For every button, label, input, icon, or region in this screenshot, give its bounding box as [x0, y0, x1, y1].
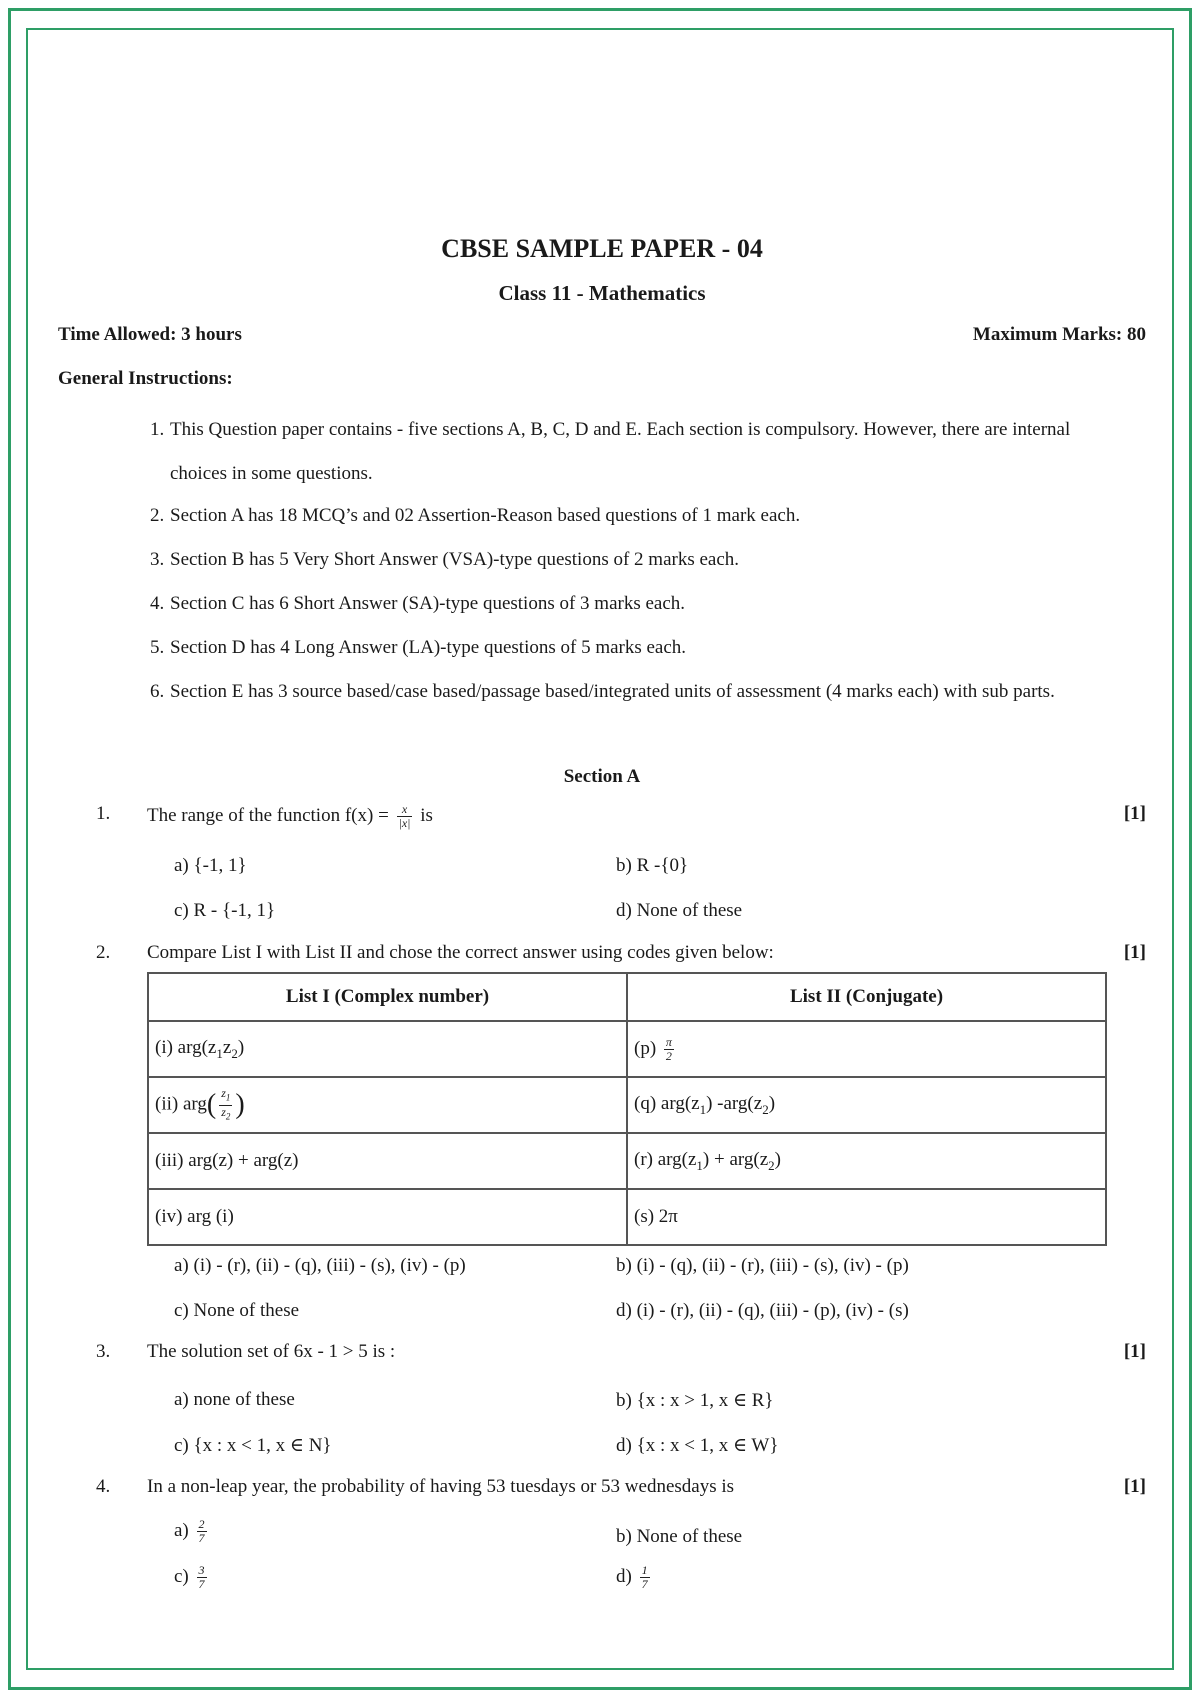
question-text [147, 803, 433, 830]
option-a [174, 1518, 210, 1545]
option-label: c) [174, 1565, 189, 1587]
cell-text: ) [774, 1148, 781, 1170]
paren-open: ( [206, 1089, 217, 1120]
question-marks: [1] [1123, 1341, 1146, 1362]
option-c: c) None of these [174, 1300, 300, 1321]
fraction-denominator: |x| [398, 816, 411, 830]
instruction-text: Section C has 6 Short Answer (SA)-type questions of 3 marks each. [170, 593, 686, 614]
instruction-number: 2. [150, 505, 165, 526]
instruction-item [150, 408, 1118, 496]
question-text: In a non-leap year, the probability of having 53 tuesdays or 53 wednesdays is [147, 1476, 735, 1497]
option-c: c) {x : x < 1, x ∈ N} [174, 1435, 332, 1456]
table-cell [148, 1021, 627, 1077]
option-c: c) R - {-1, 1} [174, 900, 276, 921]
fraction [197, 1564, 207, 1591]
fraction-denominator: 7 [198, 1531, 205, 1545]
cell-text: ) -arg(z [706, 1092, 763, 1114]
cell-text: (r) arg(z [634, 1148, 697, 1170]
cell-text: ) + arg(z [702, 1148, 769, 1170]
table-cell: (s) 2π [627, 1189, 1106, 1245]
question-number: 3. [96, 1341, 111, 1362]
instruction-number: 5. [150, 637, 165, 658]
fraction-denominator: 7 [198, 1577, 205, 1591]
cell-text: (q) arg(z [634, 1092, 700, 1114]
question-number: 4. [96, 1476, 111, 1497]
cell-text: z [222, 1036, 232, 1058]
fraction [197, 1518, 207, 1545]
table-header: List II (Conjugate) [627, 973, 1106, 1021]
instruction-number: 3. [150, 549, 165, 570]
table-cell: (iii) arg(z) + arg(z) [148, 1133, 627, 1189]
subscript: 1 [699, 1101, 707, 1117]
instruction-text: Section E has 3 source based/case based/passage based/integrated units of assessment (4 marks each) with sub parts. [170, 681, 1055, 702]
question-marks: [1] [1123, 803, 1146, 824]
option-d [616, 1564, 653, 1591]
question-text: The solution set of 6x - 1 > 5 is : [147, 1341, 396, 1362]
question-marks: [1] [1123, 1476, 1146, 1497]
fraction-numerator: 3 [198, 1563, 205, 1577]
cell-text: (i) arg(z [155, 1036, 217, 1058]
z-symbol: z [221, 1086, 226, 1101]
paren-close: ) [235, 1089, 245, 1120]
option-d: d) {x : x < 1, x ∈ W} [616, 1435, 779, 1456]
option-a: a) none of these [174, 1389, 295, 1410]
instruction-item [150, 582, 1118, 626]
instruction-item [150, 494, 1118, 538]
subscript: 2 [768, 1157, 775, 1173]
table-cell [627, 1021, 1106, 1077]
instruction-text: Section A has 18 MCQ’s and 02 Assertion-Reason based questions of 1 mark each. [170, 505, 801, 526]
fraction-denominator [219, 1106, 232, 1123]
instruction-number: 6. [150, 681, 165, 702]
option-label: d) [616, 1565, 632, 1587]
table-cell [148, 1077, 627, 1133]
question-number: 1. [96, 803, 111, 824]
subscript: 2 [762, 1101, 769, 1117]
fraction [397, 803, 413, 830]
option-b: b) None of these [616, 1526, 743, 1547]
fraction-numerator [219, 1087, 232, 1105]
subscript: 1 [225, 1092, 231, 1103]
question-text-part: is [415, 804, 433, 826]
subscript: 1 [696, 1157, 703, 1173]
table-row [148, 1133, 1106, 1189]
option-d: d) (i) - (r), (ii) - (q), (iii) - (p), (iv) - (s) [616, 1300, 909, 1321]
option-b: b) (i) - (q), (ii) - (r), (iii) - (s), (iv) - (p) [616, 1255, 909, 1276]
subscript: 2 [225, 1110, 231, 1121]
instruction-item [150, 626, 1118, 670]
table-cell: (iv) arg (i) [148, 1189, 627, 1245]
table-row [148, 1021, 1106, 1077]
question-text-part: The range of the function f(x) = [147, 804, 394, 826]
table-header: List I (Complex number) [148, 973, 627, 1021]
instruction-text: This Question paper contains - five sections A, B, C, D and E. Each section is compulsory. However, there are internal choices in some questions. [170, 419, 1071, 484]
subscript: 2 [231, 1045, 238, 1061]
fraction-denominator: 7 [641, 1577, 648, 1591]
fraction [219, 1087, 232, 1123]
table-header-row [148, 973, 1106, 1021]
fraction-numerator: x [397, 803, 413, 817]
option-b: b) {x : x > 1, x ∈ R} [616, 1390, 774, 1411]
fraction-denominator: 2 [665, 1048, 672, 1063]
fraction-numerator: π [665, 1034, 672, 1049]
question-marks: [1] [1123, 942, 1146, 963]
question-text: Compare List I with List II and chose the correct answer using codes given below: [147, 942, 774, 963]
table-row [148, 1189, 1106, 1245]
time-allowed: Time Allowed: 3 hours [58, 324, 242, 345]
cell-text: (p) [634, 1037, 661, 1059]
cell-text: (ii) arg [155, 1093, 207, 1115]
cell-text: ) [768, 1092, 776, 1114]
instruction-item [150, 538, 1118, 582]
cell-text: ) [237, 1036, 245, 1058]
matching-table [147, 972, 1107, 1246]
table-cell [627, 1077, 1106, 1133]
fraction-numerator: 2 [198, 1517, 205, 1531]
option-a: a) (i) - (r), (ii) - (q), (iii) - (s), (iv) - (p) [174, 1255, 466, 1276]
question-number: 2. [96, 942, 111, 963]
instruction-text: Section D has 4 Long Answer (LA)-type questions of 5 marks each. [170, 637, 687, 658]
table-row [148, 1077, 1106, 1133]
z-symbol: z [221, 1104, 226, 1119]
option-b: b) R -{0} [616, 855, 689, 876]
option-d: d) None of these [616, 900, 743, 921]
paper-subtitle: Class 11 - Mathematics [498, 281, 706, 305]
instruction-number: 4. [150, 593, 165, 614]
option-c [174, 1564, 210, 1591]
fraction [640, 1564, 650, 1591]
fraction [664, 1036, 674, 1063]
instruction-item [150, 670, 1118, 714]
section-a-title: Section A [563, 766, 641, 787]
instructions-heading: General Instructions: [58, 368, 233, 389]
document-page [58, 0, 1146, 1698]
subscript: 1 [216, 1045, 223, 1061]
fraction-numerator: 1 [641, 1563, 648, 1577]
maximum-marks: Maximum Marks: 80 [972, 324, 1146, 345]
option-label: a) [174, 1519, 189, 1541]
table-cell [627, 1133, 1106, 1189]
instruction-text: Section B has 5 Very Short Answer (VSA)-type questions of 2 marks each. [170, 549, 740, 570]
instruction-number: 1. [150, 419, 165, 440]
paper-title: CBSE SAMPLE PAPER - 04 [441, 234, 763, 263]
option-a: a) {-1, 1} [174, 855, 247, 876]
